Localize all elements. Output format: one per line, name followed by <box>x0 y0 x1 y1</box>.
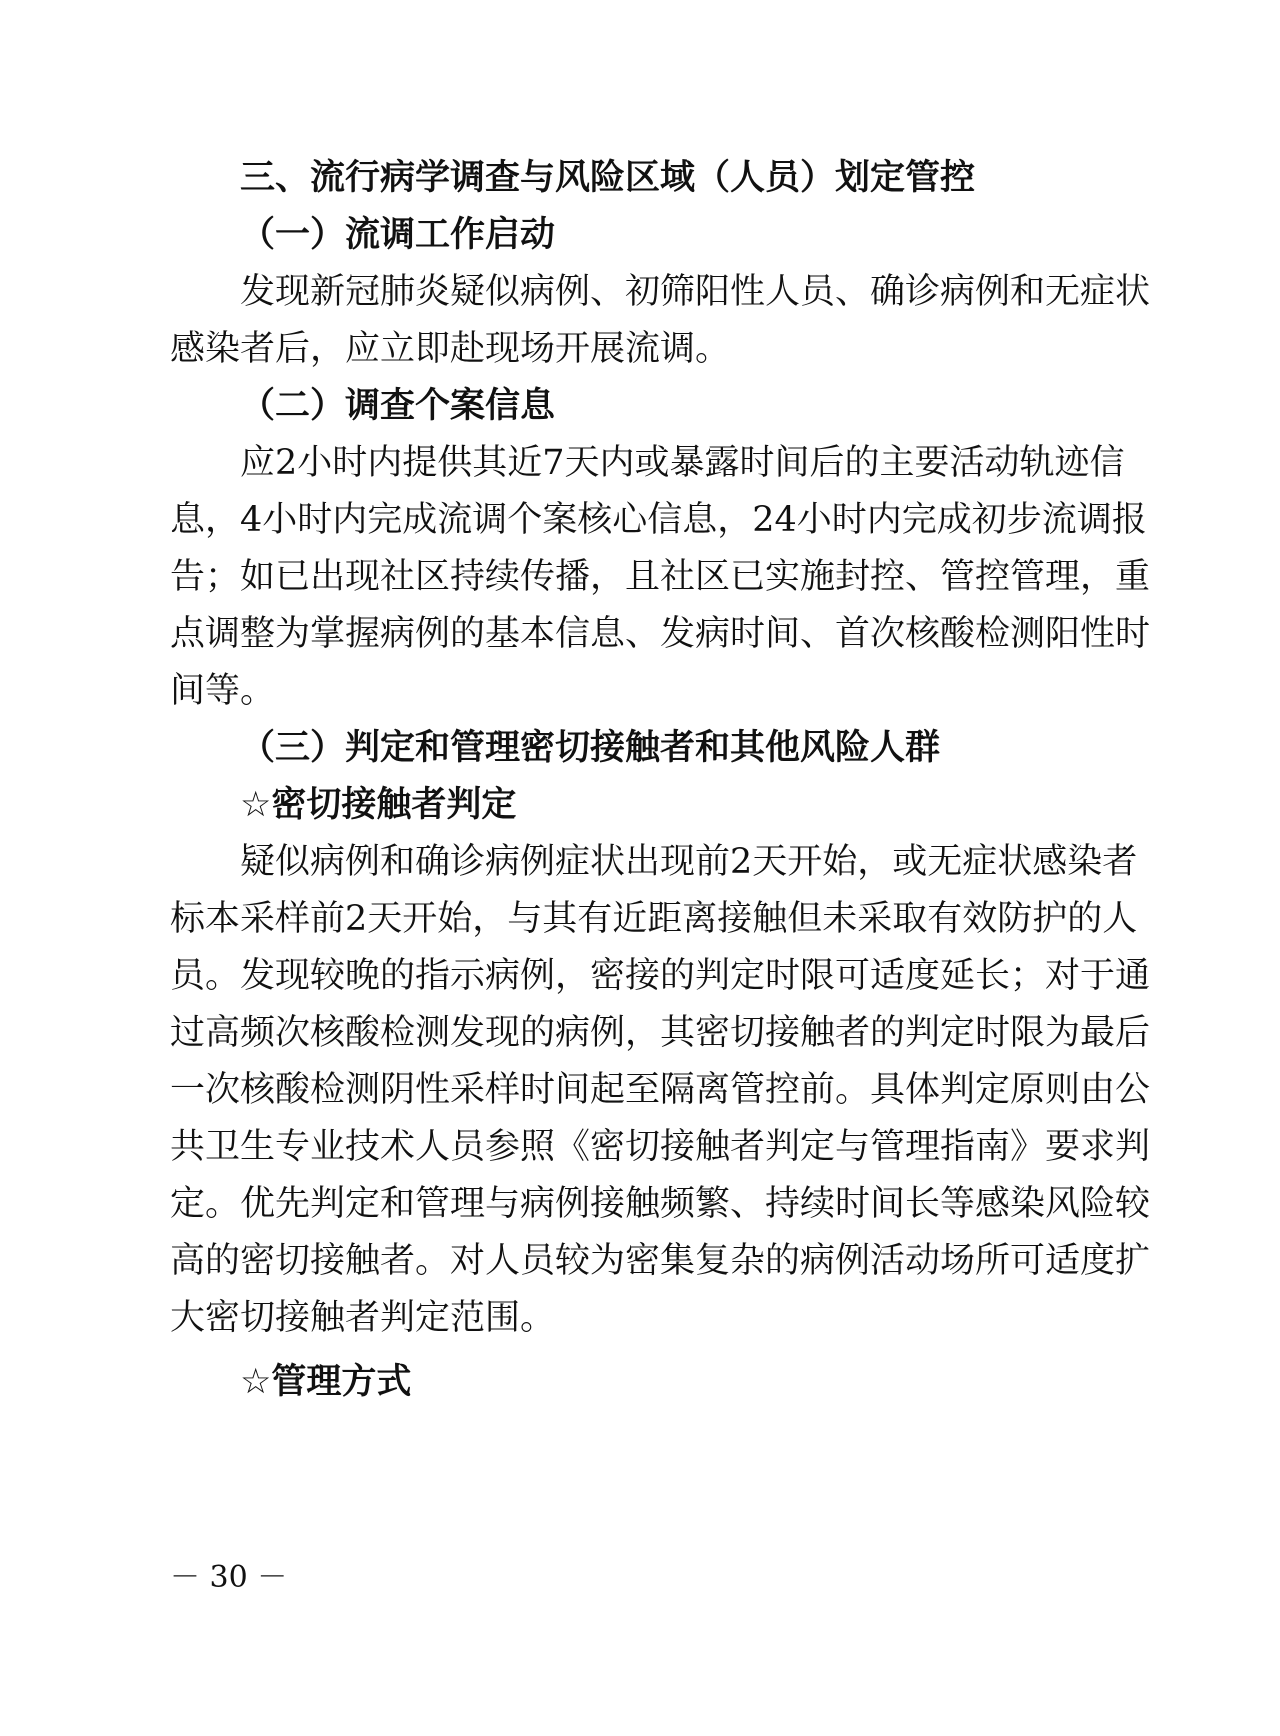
paragraph-line: 一次核酸检测阴性采样时间起至隔离管控前。具体判定原则由公 <box>170 1070 1151 1110</box>
paragraph-line: 定。优先判定和管理与病例接触频繁、持续时间长等感染风险较 <box>170 1184 1151 1224</box>
paragraph-line: 员。发现较晚的指示病例，密接的判定时限可适度延长；对于通 <box>170 956 1151 996</box>
paragraph-line: 点调整为掌握病例的基本信息、发病时间、首次核酸检测阳性时 <box>170 614 1151 654</box>
subsection-heading-2: （二）调查个案信息 <box>240 386 556 426</box>
paragraph-line: 标本采样前2天开始，与其有近距离接触但未采取有效防护的人 <box>170 899 1138 939</box>
paragraph-line: 发现新冠肺炎疑似病例、初筛阳性人员、确诊病例和无症状 <box>240 272 1151 312</box>
section-heading: 三、流行病学调查与风险区域（人员）划定管控 <box>240 158 976 198</box>
item-heading-close-contact: ☆密切接触者判定 <box>240 785 517 825</box>
paragraph-line: 应2小时内提供其近7天内或暴露时间后的主要活动轨迹信 <box>240 443 1125 483</box>
paragraph-line: 息，4小时内完成流调个案核心信息，24小时内完成初步流调报 <box>170 500 1147 540</box>
paragraph-line: 共卫生专业技术人员参照《密切接触者判定与管理指南》要求判 <box>170 1127 1151 1167</box>
page-number: － 30 － <box>170 1560 288 1595</box>
item-heading-management: ☆管理方式 <box>240 1362 412 1402</box>
paragraph-line: 疑似病例和确诊病例症状出现前2天开始，或无症状感染者 <box>240 842 1138 882</box>
paragraph-line: 感染者后，应立即赴现场开展流调。 <box>170 329 731 369</box>
subsection-heading-3: （三）判定和管理密切接触者和其他风险人群 <box>240 728 941 768</box>
paragraph-line: 告；如已出现社区持续传播，且社区已实施封控、管控管理，重 <box>170 557 1151 597</box>
paragraph-line: 间等。 <box>170 671 276 711</box>
paragraph-line: 过高频次核酸检测发现的病例，其密切接触者的判定时限为最后 <box>170 1013 1151 1053</box>
paragraph-line: 大密切接触者判定范围。 <box>170 1298 556 1338</box>
subsection-heading-1: （一）流调工作启动 <box>240 215 556 255</box>
paragraph-line: 高的密切接触者。对人员较为密集复杂的病例活动场所可适度扩 <box>170 1241 1151 1281</box>
